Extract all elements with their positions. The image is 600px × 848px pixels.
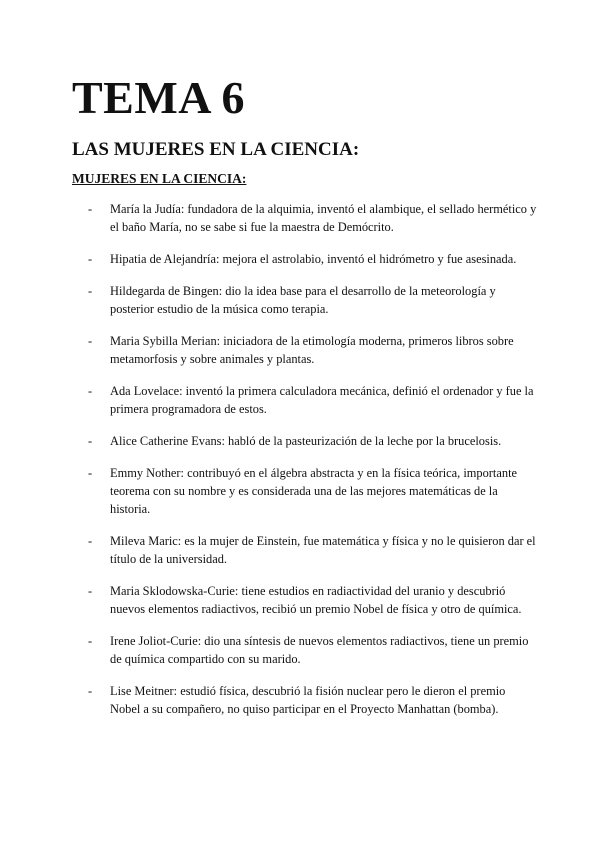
subsection-title: MUJERES EN LA CIENCIA: [72, 171, 247, 186]
list-item [88, 582, 538, 618]
list-item-text: Hildegarda de Bingen: dio la idea base para el desarrollo de la meteorología y posterior estudio de la música como terapia. [110, 284, 496, 316]
dash-bullet: - [88, 334, 93, 348]
document-title: TEMA 6 [72, 72, 245, 123]
list-item-text: Irene Joliot-Curie: dio una síntesis de nuevos elementos radiactivos, tiene un premio de química compartido con su marido. [110, 634, 529, 666]
list-item [88, 532, 538, 568]
dash-bullet: - [88, 534, 93, 548]
list-item-text: Maria Sybilla Merian: iniciadora de la etimología moderna, primeros libros sobre metamorfosis y sobre animales y plantas. [110, 334, 514, 366]
dash-bullet: - [88, 466, 93, 480]
list-item [88, 382, 538, 418]
list-item-text: Alice Catherine Evans: habló de la pasteurización de la leche por la brucelosis. [110, 434, 502, 448]
list-item [88, 682, 538, 718]
dash-bullet: - [88, 202, 93, 216]
dash-bullet: - [88, 584, 93, 598]
list-item [88, 200, 538, 236]
list-item [88, 282, 538, 318]
list-item-text: Lise Meitner: estudió física, descubrió la fisión nuclear pero le dieron el premio Nobel a su compañero, no quiso participar en el Proyecto Manhattan (bomba). [110, 684, 506, 716]
list-item-text: Hipatia de Alejandría: mejora el astrolabio, inventó el hidrómetro y fue asesinada. [110, 252, 517, 266]
list-item [88, 464, 538, 518]
dash-bullet: - [88, 684, 93, 698]
dash-bullet: - [88, 284, 93, 298]
dash-bullet: - [88, 252, 93, 266]
list-item-text: María la Judía: fundadora de la alquimia, inventó el alambique, el sellado hermético y el baño María, no se sabe si fue la maestra de Demócrito. [110, 202, 537, 234]
list-item-text: Ada Lovelace: inventó la primera calculadora mecánica, definió el ordenador y fue la primera programadora de estos. [110, 384, 534, 416]
dash-bullet: - [88, 634, 93, 648]
list-item [88, 632, 538, 668]
list-item-text: Emmy Nother: contribuyó en el álgebra abstracta y en la física teórica, importante teorema con su nombre y es considerada una de las mejores matemáticas de la historia. [110, 466, 518, 516]
scientists-list [88, 200, 538, 732]
dash-bullet: - [88, 434, 93, 448]
list-item-text: Mileva Maric: es la mujer de Einstein, fue matemática y física y no le quisieron dar el título de la universidad. [110, 534, 536, 566]
list-item [88, 250, 538, 268]
dash-bullet: - [88, 384, 93, 398]
section-title: LAS MUJERES EN LA CIENCIA: [72, 139, 360, 160]
list-item [88, 332, 538, 368]
list-item-text: Maria Sklodowska-Curie: tiene estudios en radiactividad del uranio y descubrió nuevos elementos radiactivos, recibió un premio Nobel de física y otro de química. [110, 584, 522, 616]
list-item [88, 432, 538, 450]
